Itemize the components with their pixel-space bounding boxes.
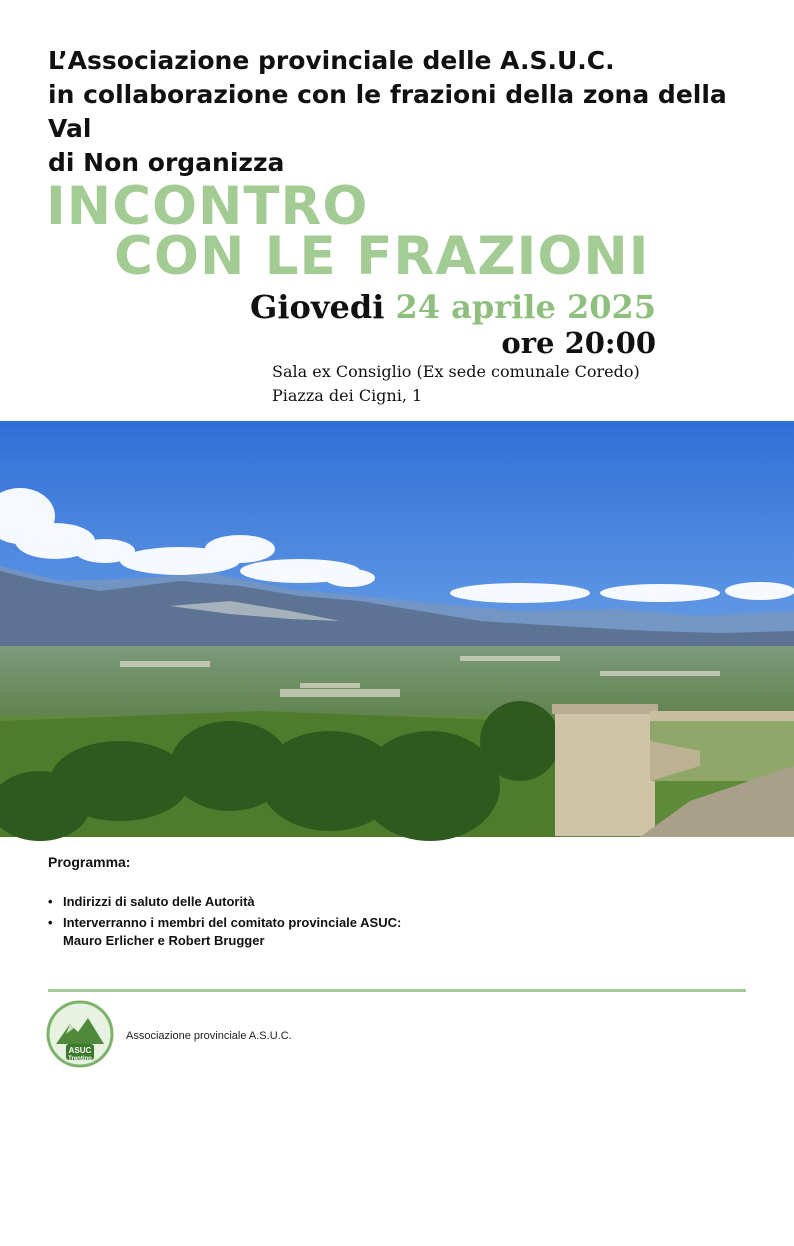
photo-credit: Creative Commons Attribution-Share Alike 4.0 International: [48, 1237, 257, 1246]
bullet-icon: •: [48, 915, 53, 930]
intro-text: [48, 44, 748, 180]
venue-line-1: Sala ex Consiglio (Ex sede comunale Coredo): [272, 362, 640, 381]
landscape-illustration: [0, 421, 794, 837]
event-title-line-2: CON LE FRAZIONI: [114, 226, 650, 287]
program-heading: Programma:: [48, 854, 131, 870]
event-date-value: 24 aprile 2025: [395, 288, 656, 326]
asuc-logo: [46, 1000, 114, 1068]
footer-org-name: Associazione provinciale A.S.U.C.: [126, 1030, 292, 1042]
program-item: • Indirizzi di saluto delle Autorità: [48, 894, 255, 909]
event-date: [250, 288, 656, 326]
logo-text-top: ASUC: [68, 1046, 92, 1055]
bullet-icon: •: [48, 894, 53, 909]
program-list: [48, 893, 748, 953]
event-title-line-1: INCONTRO: [46, 176, 369, 237]
event-time: ore 20:00: [501, 326, 656, 360]
logo-text-bottom: Trentino: [68, 1056, 92, 1062]
event-venue: [272, 360, 640, 408]
venue-line-2: Piazza dei Cigni, 1: [272, 386, 423, 405]
program-item: • Interverranno i membri del comitato provinciale ASUC: Mauro Erlicher e Robert Brugger: [48, 915, 402, 948]
castle: [552, 704, 794, 837]
program-speakers: Mauro Erlicher e Robert Brugger: [63, 933, 265, 948]
intro-line-3: di Non organizza: [48, 148, 285, 177]
intro-line-1: L’Associazione provinciale delle A.S.U.C.: [48, 46, 615, 75]
footer-divider: [48, 989, 746, 992]
intro-line-2: in collaborazione con le frazioni della zona della Val: [48, 80, 727, 143]
event-day: Giovedi: [250, 288, 385, 326]
